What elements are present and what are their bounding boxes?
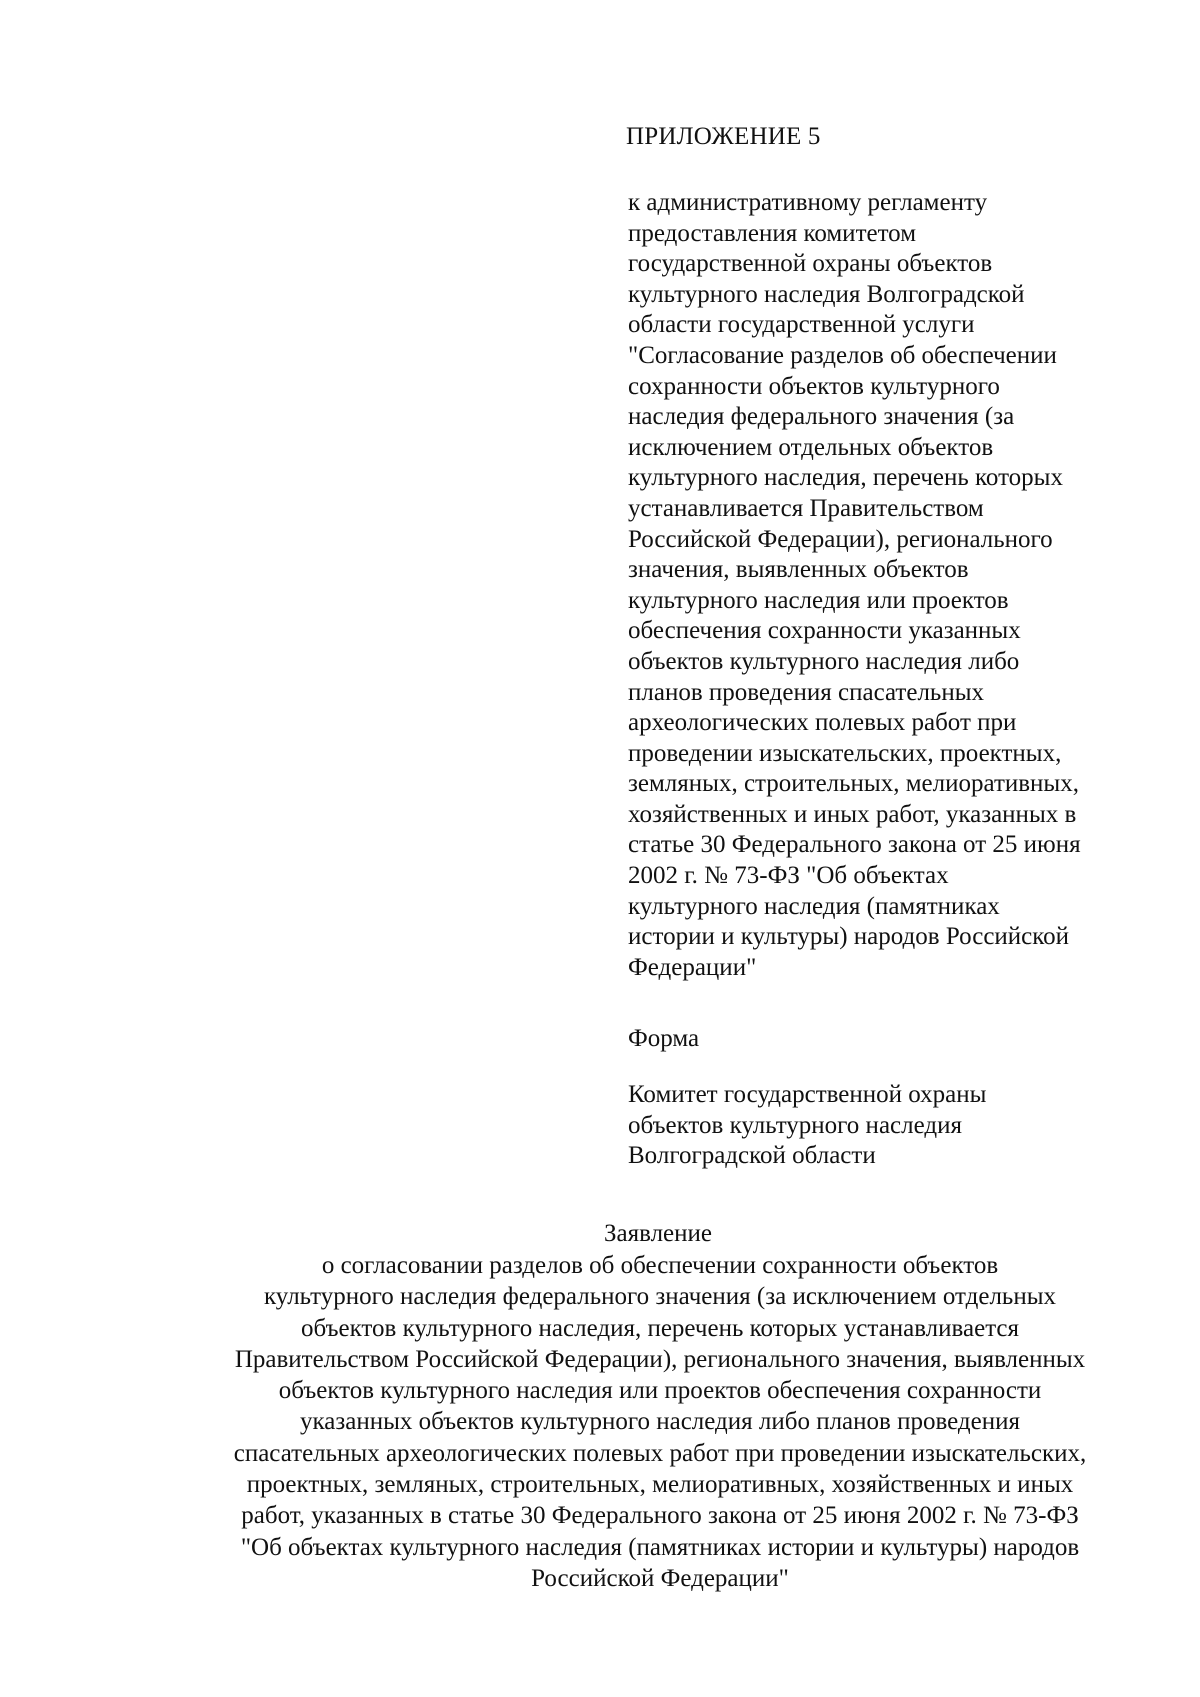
addressee-line: объектов культурного наследия	[628, 1111, 962, 1139]
statement-line: объектов культурного наследия, перечень которых устанавливается	[300, 1314, 1020, 1342]
statement-title: Заявление	[603, 1220, 713, 1247]
statement-line: "Об объектах культурного наследия (памятниках истории и культуры) народов	[240, 1533, 1080, 1561]
appendix-line: наследия федерального значения (за	[628, 403, 1015, 431]
appendix-line: значения, выявленных объектов	[628, 556, 969, 584]
appendix-line: к административному регламенту	[628, 189, 988, 216]
appendix-line: исключением отдельных объектов	[628, 433, 994, 461]
appendix-line: "Согласование разделов об обеспечении	[628, 341, 1057, 369]
appendix-line: хозяйственных и иных работ, указанных в	[628, 800, 1077, 828]
appendix-line: объектов культурного наследия либо	[628, 647, 1020, 675]
appendix-line: истории и культуры) народов Российской	[628, 923, 1070, 951]
statement-subject	[170, 1250, 1150, 1594]
appendix-line: области государственной услуги	[628, 311, 975, 339]
appendix-line: 2002 г. № 73-ФЗ "Об объектах	[628, 862, 949, 890]
appendix-line: культурного наследия (памятниках	[628, 892, 1000, 920]
appendix-line: предоставления комитетом	[628, 219, 917, 247]
appendix-line: культурного наследия Волгоградской	[628, 280, 1025, 308]
statement-line: спасательных археологических полевых работ при проведении изыскательских,	[233, 1439, 1087, 1467]
statement-line: культурного наследия федерального значения (за исключением отдельных	[264, 1283, 1056, 1311]
statement-line: работ, указанных в статье 30 Федерального закона от 25 июня 2002 г. № 73-ФЗ	[241, 1502, 1079, 1530]
appendix-line: Российской Федерации), регионального	[628, 525, 1053, 553]
appendix-title: ПРИЛОЖЕНИЕ 5	[626, 123, 821, 150]
addressee-line: Комитет государственной охраны	[628, 1081, 987, 1108]
appendix-line: государственной охраны объектов	[628, 250, 993, 278]
appendix-reference	[628, 188, 1168, 983]
appendix-line: статье 30 Федерального закона от 25 июня	[628, 831, 1081, 859]
appendix-line: устанавливается Правительством	[628, 494, 984, 522]
appendix-line: археологических полевых работ при	[628, 709, 1017, 737]
statement-line: объектов культурного наследия или проектов обеспечения сохранности	[278, 1377, 1042, 1405]
appendix-line: культурного наследия или проектов	[628, 586, 1009, 614]
statement-line: указанных объектов культурного наследия либо планов проведения	[300, 1408, 1020, 1436]
form-label: Форма	[628, 1025, 700, 1052]
statement-line: о согласовании разделов об обеспечении сохранности объектов	[321, 1252, 999, 1279]
appendix-line: сохранности объектов культурного	[628, 372, 1000, 400]
appendix-line: земляных, строительных, мелиоративных,	[628, 770, 1079, 798]
statement-line: Российской Федерации"	[531, 1564, 789, 1592]
appendix-line: Федерации"	[628, 953, 757, 981]
appendix-line: планов проведения спасательных	[628, 678, 985, 706]
statement-line: проектных, земляных, строительных, мелиоративных, хозяйственных и иных	[246, 1471, 1074, 1499]
appendix-line: культурного наследия, перечень которых	[628, 464, 1063, 492]
appendix-line: обеспечения сохранности указанных	[628, 617, 1021, 645]
addressee-line: Волгоградской области	[628, 1142, 876, 1170]
addressee-block	[628, 1080, 986, 1172]
appendix-line: проведении изыскательских, проектных,	[628, 739, 1062, 767]
statement-line: Правительством Российской Федерации), регионального значения, выявленных	[234, 1345, 1086, 1373]
